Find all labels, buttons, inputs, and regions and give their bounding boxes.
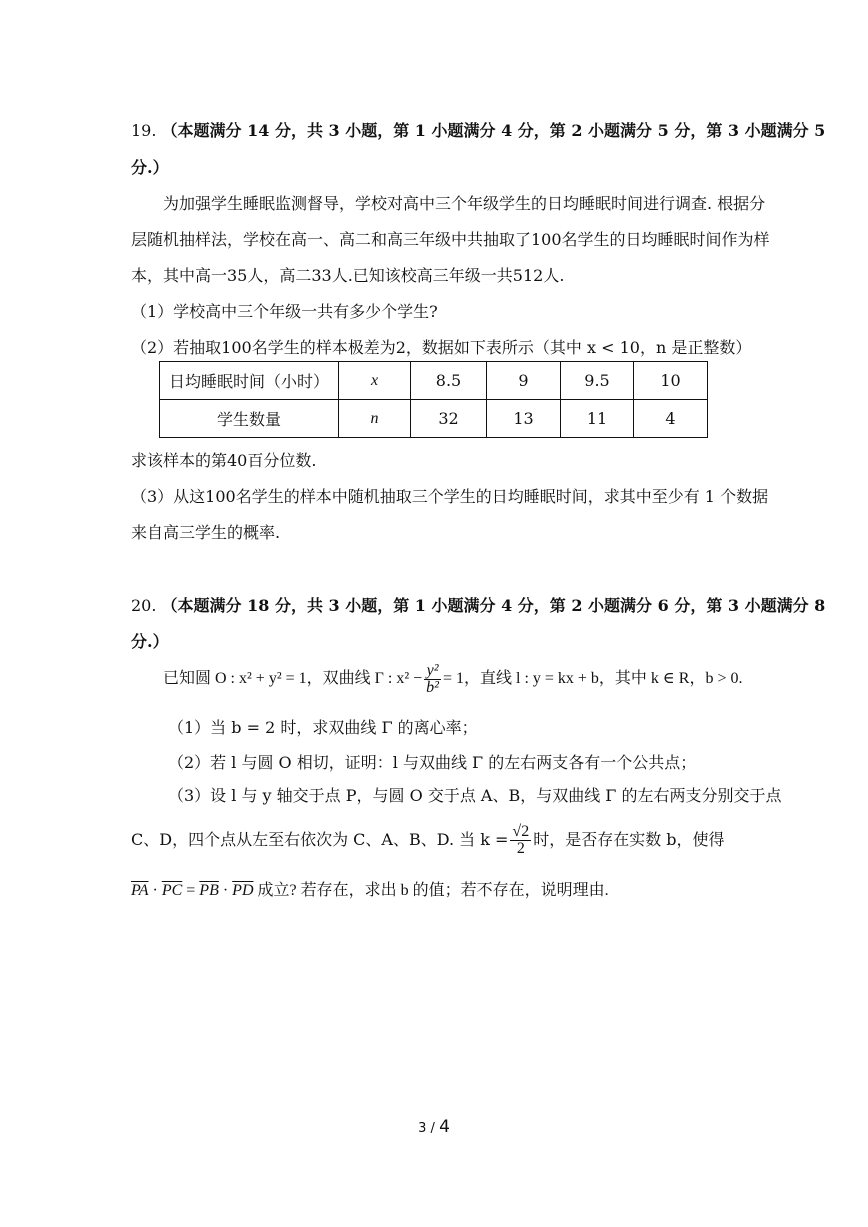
q19-intro-line1: 为加强学生睡眠监测督导，学校对高中三个年级学生的日均睡眠时间进行调查. 根据分 [163, 194, 766, 213]
equals-sign: = [186, 882, 196, 899]
q20-part3-text-c: 成立? 若存在，求出 b 的值；若不存在，说明理由. [257, 882, 609, 899]
vector-pa: $\overline{PA}$ [131, 882, 149, 899]
vector-pc: $\overline{PC}$ [161, 882, 183, 899]
vector-pd: $\overline{PD}$ [232, 882, 254, 899]
q20-given-part-b: = 1，直线 l : y = kx + b，其中 k ∈ R，b > 0. [442, 670, 743, 687]
page-number [0, 1117, 868, 1137]
table-cell: 8.5 [411, 362, 487, 400]
q20-given-part-a: 已知圆 O : x² + y² = 1，双曲线 Γ : x² − [163, 670, 423, 687]
table-cell: 10 [634, 362, 708, 400]
q19-header-line1 [131, 120, 825, 142]
q20-part3-line3 [131, 880, 609, 902]
dot-operator: · [222, 882, 229, 899]
y2-over-b2-fraction [424, 663, 441, 696]
table-row [160, 362, 708, 400]
table-row [160, 400, 708, 438]
table-cell: 13 [487, 400, 561, 438]
q20-given [163, 661, 742, 697]
k-value-fraction [510, 824, 531, 857]
sleep-data-table [159, 361, 708, 438]
q19-score-info: （本题满分 14 分，共 3 小题，第 1 小题满分 4 分，第 2 小题满分 5 分，第 3 小题满分 5 [161, 121, 826, 140]
q19-intro-line3: 本，其中高一35人，高二33人.已知该校高三年级一共512人. [131, 266, 565, 285]
q20-part3-text-b: 时，是否存在实数 b，使得 [533, 830, 725, 849]
page-separator: / [430, 1121, 435, 1136]
fraction-denominator: b² [426, 678, 439, 696]
q20-score-info: （本题满分 18 分，共 3 小题，第 1 小题满分 4 分，第 2 小题满分 6 分，第 3 小题满分 8 [161, 596, 826, 615]
q20-number: 20. [131, 596, 157, 615]
table-cell: x [339, 362, 411, 400]
q19-intro-line2: 层随机抽样法，学校在高一、高二和高三年级中共抽取了100名学生的日均睡眠时间作为样 [131, 230, 770, 249]
q19-header-line2: 分.） [131, 158, 169, 177]
vector-pb: $\overline{PB}$ [199, 882, 219, 899]
q19-part2: （2）若抽取100名学生的样本极差为2，数据如下表所示（其中 x < 10，n 是正整数） [131, 338, 752, 357]
table-cell: 32 [411, 400, 487, 438]
q20-part1: （1）当 b = 2 时，求双曲线 Γ 的离心率； [168, 718, 478, 737]
q20-part3-text-a: C、D，四个点从左至右依次为 C、A、B、D. 当 k = [131, 830, 509, 849]
fraction-denominator: 2 [516, 840, 525, 857]
table-cell: 9 [487, 362, 561, 400]
q20-header-line1 [131, 595, 825, 617]
fraction-numerator: √2 [512, 823, 530, 840]
table-cell: 日均睡眠时间（小时） [160, 362, 339, 400]
table-cell: 学生数量 [160, 400, 339, 438]
dot-operator: · [152, 882, 158, 899]
q19-number: 19. [131, 121, 157, 140]
q20-part3-line1: （3）设 l 与 y 轴交于点 P，与圆 O 交于点 A、B，与双曲线 Γ 的左右两支分别交于点 [168, 786, 782, 805]
table-cell: n [339, 400, 411, 438]
q19-part3-line2: 来自高三学生的概率. [131, 523, 281, 542]
table-cell: 9.5 [561, 362, 634, 400]
table-cell: 11 [561, 400, 634, 438]
table-cell: 4 [634, 400, 708, 438]
page-total: 4 [439, 1117, 450, 1137]
q19-part1: （1）学校高中三个年级一共有多少个学生? [131, 302, 438, 321]
q20-part3-line2 [131, 820, 725, 860]
page-current: 3 [418, 1121, 427, 1136]
q19-part2-ask: 求该样本的第40百分位数. [131, 451, 317, 470]
fraction-numerator: y² [424, 663, 441, 680]
q20-part2: （2）若 l 与圆 O 相切，证明：l 与双曲线 Γ 的左右两支各有一个公共点； [168, 753, 697, 772]
q20-header-line2: 分.） [131, 632, 169, 651]
q19-part3-line1: （3）从这100名学生的样本中随机抽取三个学生的日均睡眠时间，求其中至少有 1 个数据 [131, 487, 769, 506]
